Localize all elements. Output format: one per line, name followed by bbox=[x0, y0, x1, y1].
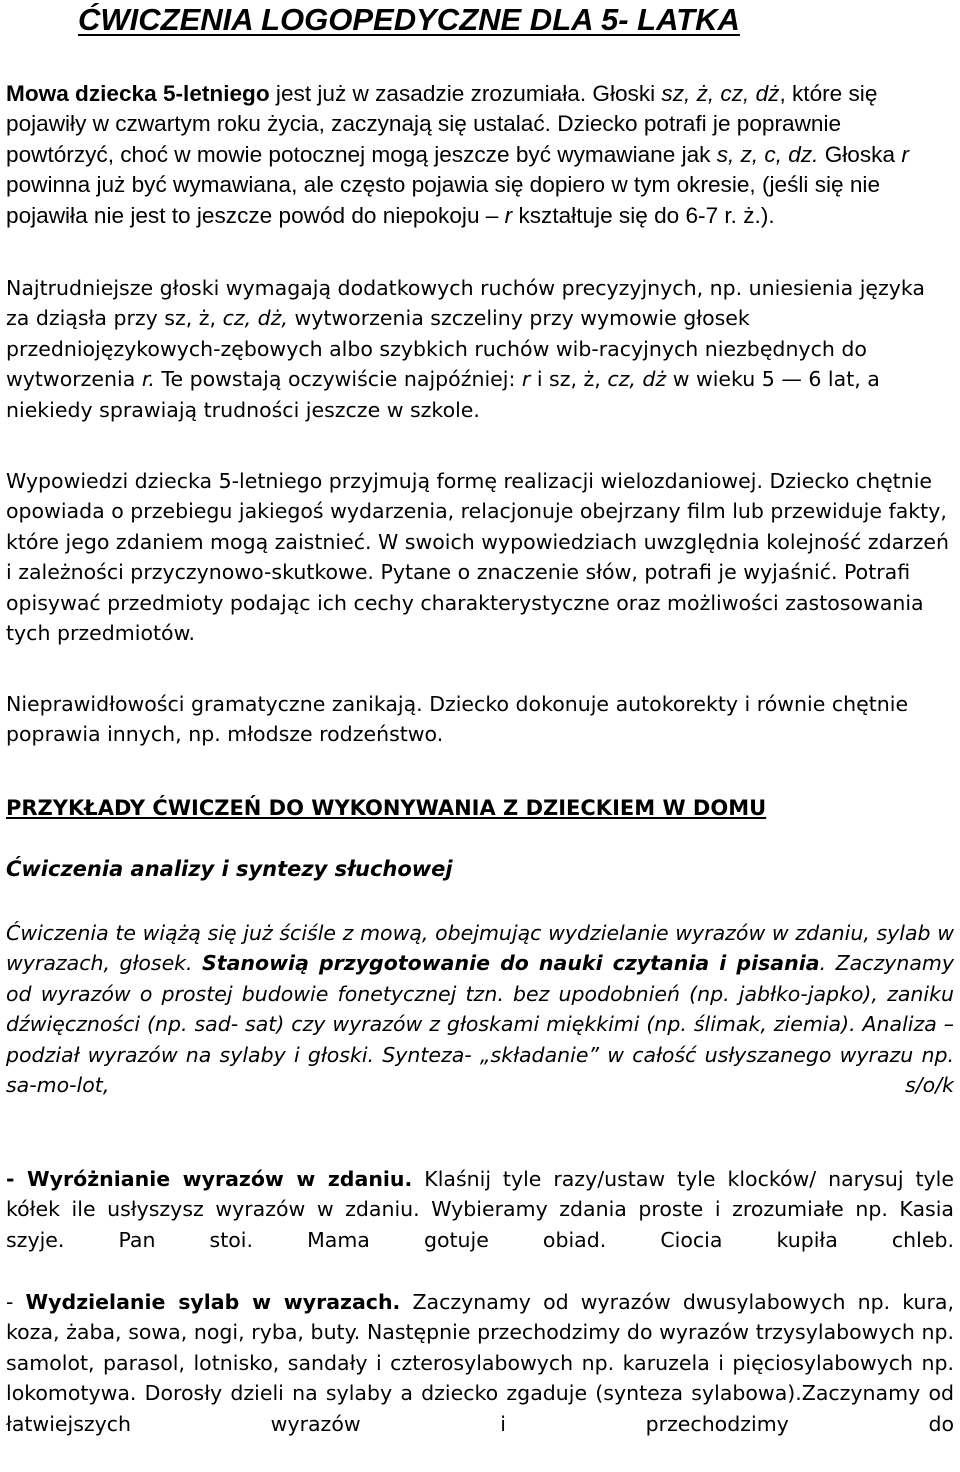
intro-lead: Mowa dziecka 5-letniego bbox=[6, 81, 270, 106]
difficult-sounds-paragraph: Najtrudniejsze głoski wymagają dodatkowych ruchów precyzyjnych, np. uniesienia języka za dziąsła przy sz, ż, cz, dż, wytworzenia szczeliny przy wymowie głosek przedniojęzykowych-zębowych albo szybkich ruchów wib-racyjnych niezbędnych do wytworzenia r. Te powstają oczywiście najpóźniej: r i sz, ż, cz, dż w wieku 5 — 6 lat, a niekiedy sprawiają trudności jeszcze w szkole. bbox=[6, 276, 925, 422]
syllable-division-lead: Wydzielanie sylab w wyrazach. bbox=[25, 1290, 401, 1314]
intro-paragraph: Mowa dziecka 5-letniego jest już w zasadzie zrozumiała. Głoski sz, ż, cz, dż, które się pojawiły w czwartym roku życia, zaczynają się ustalać. Dziecko potrafi je poprawnie powtórzyć, choć w mowie potocznej mogą jeszcze być wymawiane jak s, z, c, dz. Głoska r powinna już być wymawiana, ale często pojawia się dopiero w tym okresie, (jeśli się nie pojawiła nie jest to jeszcze powód do niepokoju – r kształtuje się do 6-7 r. ż.). bbox=[6, 81, 909, 228]
reading-preparation-emphasis: Stanowią przygotowanie do nauki czytania i pisania bbox=[202, 951, 820, 976]
syllable-division-paragraph: - Wydzielanie sylab w wyrazach. Zaczynamy od wyrazów dwusylabowych np. kura, koza, żaba, sowa, nogi, ryba, buty. Następnie przechodzimy do wyrazów trzysylabowych np. samolot, parasol, lotnisko, sandały i czterosylabowych np. karuzela i pięciosylabowych np. lokomotywa. Dorosły dzieli na sylaby a dziecko zgaduje (synteza sylabowa).Zaczynamy od łatwiejszych wyrazów i przechodzimy do bbox=[6, 1290, 954, 1436]
grammar-paragraph: Nieprawidłowości gramatyczne zanikają. Dziecko dokonuje autokorekty i równie chętnie poprawia innych, np. młodsze rodzeństwo. bbox=[6, 692, 909, 747]
auditory-analysis-paragraph: Ćwiczenia te wiążą się już ściśle z mową, obejmując wydzielanie wyrazów w zdaniu, sylab w wyrazach, głosek. Stanowią przygotowanie do nauki czytania i pisania. Zaczynamy od wyrazów o prostej budowie fonetycznej tzn. bez upodobnień (np. jabłko-japko), zaniku dźwięczności (np. sad- sat) czy wyrazów z głoskami miękkimi (np. ślimak, ziemia). Analiza – podział wyrazów na sylaby i głoski. Synteza- „składanie” w całość usłyszanego wyrazu np. sa-mo-lot, s/o/k bbox=[6, 921, 954, 1098]
word-distinguishing-lead: - Wyróżnianie wyrazów w zdaniu. bbox=[6, 1167, 413, 1191]
document-title: ĆWICZENIA LOGOPEDYCZNE DLA 5- LATKA bbox=[78, 2, 740, 37]
exercises-heading: PRZYKŁADY ĆWICZEŃ DO WYKONYWANIA Z DZIECKIEM W DOMU bbox=[6, 796, 767, 820]
word-distinguishing-paragraph: - Wyróżnianie wyrazów w zdaniu. Klaśnij tyle razy/ustaw tyle klocków/ narysuj tyle kółek ile usłyszysz wyrazów w zdaniu. Wybieramy zdania proste i zrozumiałe np. Kasia szyje. Pan stoi. Mama gotuje obiad. Ciocia kupiła chleb. bbox=[6, 1167, 954, 1252]
utterances-paragraph: Wypowiedzi dziecka 5-letniego przyjmują formę realizacji wielozdaniowej. Dziecko chętnie opowiada o przebiegu jakiegoś wydarzenia, relacjonuje obejrzany film lub przewiduje fakty, które jego zdaniem mogą zaistnieć. W swoich wypowiedziach uwzględnia kolejność zdarzeń i zależności przyczynowo-skutkowe. Pytane o znaczenie słów, potrafi je wyjaśnić. Potrafi opisywać przedmioty podając ich cechy charakterystyczne oraz możliwości zastosowania tych przedmiotów. bbox=[6, 469, 950, 646]
auditory-analysis-heading: Ćwiczenia analizy i syntezy słuchowej bbox=[6, 857, 453, 881]
